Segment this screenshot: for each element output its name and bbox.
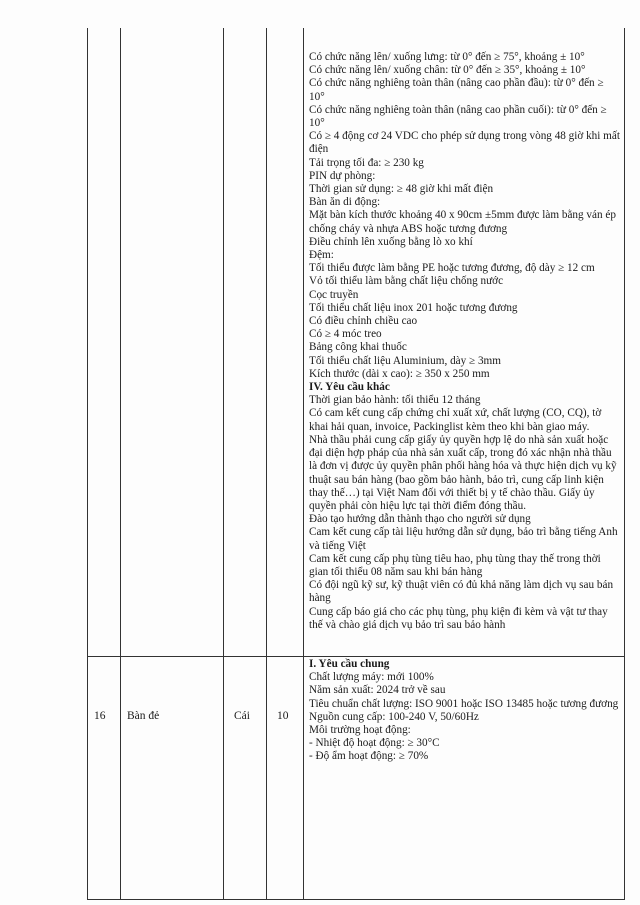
spec-line: Có ≥ 4 móc treo: [309, 328, 382, 341]
spec-line: Tối thiểu được làm bằng PE hoặc tương đương, độ dày ≥ 12 cm: [309, 262, 595, 275]
spec-line: Bàn ăn di động:: [309, 196, 381, 209]
row-divider: [87, 656, 625, 657]
spec-table: [87, 28, 625, 900]
table-border-left: [87, 28, 88, 900]
spec-line: Năm sản xuất: 2024 trở về sau: [309, 684, 446, 697]
spec-line: Có chức năng nghiêng toàn thân (nâng cao phần cuối): từ 0° đến ≥ 10°: [309, 103, 607, 130]
spec-line: Có điều chỉnh chiều cao: [309, 315, 418, 328]
spec-line: Tiêu chuẩn chất lượng: ISO 9001 hoặc ISO 13485 hoặc tương đương: [309, 697, 619, 710]
spec-line: Cam kết cung cấp tài liệu hướng dẫn sử dụng, bảo trì bằng tiếng Anh và tiếng Việt: [309, 526, 618, 552]
spec-line: Cọc truyền: [309, 288, 359, 301]
spec-line: Chất lượng máy: mới 100%: [309, 671, 434, 684]
row-16-qty: 10: [277, 710, 289, 722]
spec-line: Cung cấp báo giá cho các phụ tùng, phụ kiện đi kèm và vật tư thay thế và chào giá dịch vụ bảo trì sau bảo hành: [309, 605, 608, 631]
spec-line: Thời gian sử dụng: ≥ 48 giờ khi mất điện: [309, 183, 494, 196]
spec-line: Có ≥ 4 động cơ 24 VDC cho phép sử dụng trong vòng 48 giờ khi mất điện: [309, 130, 620, 156]
spec-line: PIN dự phòng:: [309, 169, 376, 182]
spec-line: Bảng công khai thuốc: [309, 341, 407, 354]
spec-line: - Độ ẩm hoạt động: ≥ 70%: [309, 750, 429, 763]
col-divider-qty: [303, 28, 304, 900]
spec-line: Có chức năng nghiêng toàn thân (nâng cao phần đầu): từ 0° đến ≥ 10°: [309, 77, 604, 103]
spec-line: Có đội ngũ kỹ sư, kỹ thuật viên có đủ khả năng làm dịch vụ sau bán hàng: [309, 579, 614, 605]
table-border-bottom: [87, 899, 625, 900]
spec-line: Đào tạo hướng dẫn thành thạo cho người sử dụng: [309, 513, 531, 526]
row-16-stt: 16: [94, 710, 106, 722]
spec-line: Có chức năng lên/ xuống lưng: từ 0° đến ≥ 75°, khoảng ± 10°: [309, 51, 585, 63]
spec-line: Có chức năng lên/ xuống chân: từ 0° đến ≥ 35°, khoảng ± 10°: [309, 64, 586, 77]
col-divider-unit: [266, 28, 267, 900]
spec-line: Mặt bàn kích thước khoảng 40 x 90cm ±5mm được làm bằng ván ép chống cháy và nhựa ABS hoặc tương đương: [309, 209, 616, 235]
section-title-general: I. Yêu cầu chung: [309, 658, 390, 670]
row-15-description: [309, 51, 620, 632]
row-16-unit: Cái: [234, 710, 250, 722]
spec-line: Tải trọng tối đa: ≥ 230 kg: [309, 156, 424, 169]
spec-line: Môi trường hoạt động:: [309, 724, 411, 737]
spec-line: Tối thiểu chất liệu inox 201 hoặc tương đương: [309, 301, 518, 314]
row-16-name: Bàn đẻ: [127, 710, 160, 722]
section-title-other: IV. Yêu cầu khác: [309, 381, 390, 394]
spec-line: Cam kết cung cấp phụ tùng tiêu hao, phụ tùng thay thế trong thời gian tối thiểu 08 năm sau khi bán hàng: [309, 552, 601, 578]
row-16-description: [309, 658, 620, 764]
spec-line: Điều chỉnh lên xuống bằng lò xo khí: [309, 235, 473, 248]
spec-line: Vỏ tối thiểu làm bằng chất liệu chống nước: [309, 275, 504, 288]
col-divider-name: [223, 28, 224, 900]
spec-line: - Nhiệt độ hoạt động: ≥ 30°C: [309, 737, 440, 750]
spec-line: Nhà thầu phải cung cấp giấy ủy quyền hợp lệ do nhà sản xuất hoặc đại diện hợp pháp của nhà sản xuất cấp, trong đó xác nhận nhà thầu là đơn vị được ủy quyền phân phối hàng hóa và thực hiện dịch vụ kỹ thuật sau bán hàng (bao gồm bảo hành, bảo trì, cung cấp linh kiện thay thế…) tại Việt Nam đối với thiết bị y tế chào thầu. Giấy ủy quyền phải còn hiệu lực tại thời điểm đóng thầu.: [309, 433, 617, 512]
spec-line: Kích thước (dài x cao): ≥ 350 x 250 mm: [309, 367, 490, 380]
spec-line: Nguồn cung cấp: 100-240 V, 50/60Hz: [309, 710, 479, 723]
spec-line: Thời gian bảo hành: tối thiểu 12 tháng: [309, 394, 481, 407]
spec-line: Đệm:: [309, 249, 334, 262]
spec-line: Tối thiểu chất liệu Aluminium, dày ≥ 3mm: [309, 354, 501, 367]
spec-line: Có cam kết cung cấp chứng chỉ xuất xứ, chất lượng (CO, CQ), tờ khai hải quan, invoice, Packinglist kèm theo khi bàn giao máy.: [309, 407, 602, 433]
col-divider-stt: [120, 28, 121, 900]
table-border-right: [624, 28, 625, 900]
